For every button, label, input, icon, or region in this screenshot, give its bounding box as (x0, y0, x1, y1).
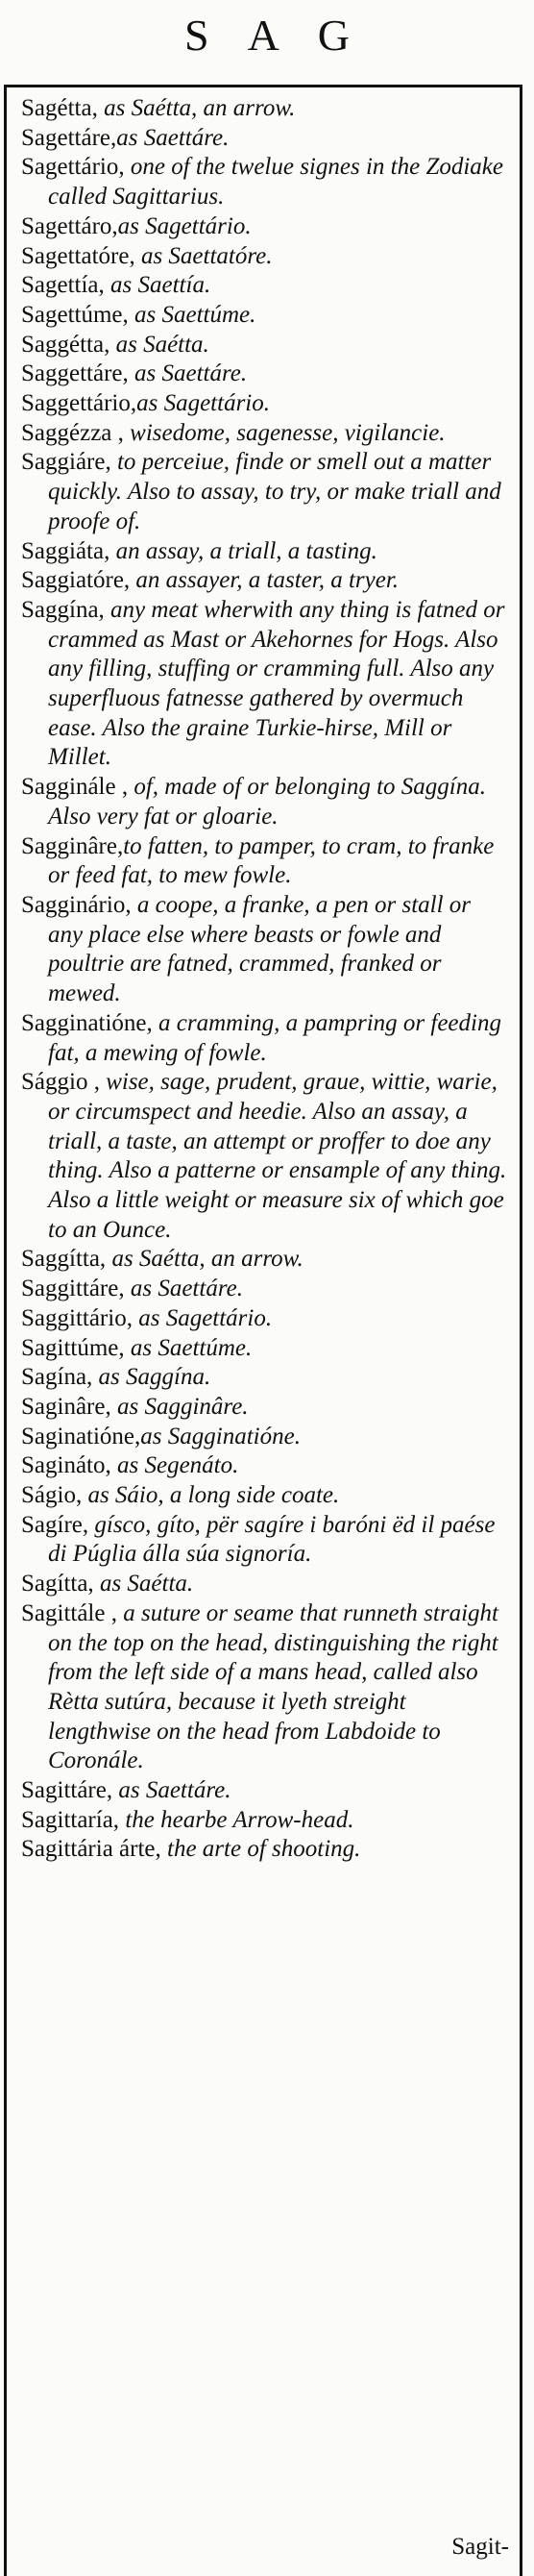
top-rule (4, 85, 522, 87)
dictionary-entry (21, 1245, 511, 1275)
entry-definition: as Segenáto. (110, 1452, 239, 1479)
dictionary-entry (21, 124, 511, 154)
entry-definition: the arte of shooting. (160, 1836, 361, 1863)
dictionary-entry (21, 1806, 511, 1836)
dictionary-entry (21, 1570, 511, 1599)
entry-headword: Sagginále , (21, 774, 129, 801)
dictionary-entry (21, 1776, 511, 1806)
entry-definition: as Saétta. (93, 1571, 194, 1598)
entry-headword: Sagettúme, (21, 301, 129, 328)
entry-headword: Saggiáta, (21, 537, 110, 564)
entry-definition: wisedome, sagenesse, vigilancie. (123, 419, 446, 446)
entry-headword: Sagináto, (21, 1452, 111, 1479)
entry-definition: as Sagettário. (132, 1304, 273, 1331)
entry-headword: Saggettário, (21, 390, 137, 417)
entry-definition: a cramming, a pampring or feeding fat, a mewing of fowle. (48, 1009, 501, 1066)
entry-headword: Sagginâre, (21, 832, 124, 859)
dictionary-entry (21, 1511, 511, 1570)
dictionary-entry (21, 94, 511, 124)
dictionary-entry (21, 891, 511, 1009)
entry-headword: Sagína, (21, 1364, 93, 1391)
dictionary-entry (21, 1275, 511, 1304)
dictionary-entry (21, 596, 511, 773)
entry-definition: one of the twelue signes in the Zodiake called Sagittarius. (48, 154, 503, 211)
entry-definition: as Sagettário. (117, 212, 252, 239)
entry-definition: as Saétta. (109, 331, 209, 358)
entry-headword: Sagettáro, (21, 212, 118, 239)
dictionary-entry (21, 832, 511, 891)
dictionary-entry (21, 1481, 511, 1511)
entry-headword: Saggiáre, (21, 449, 111, 476)
entry-definition: gísco, gíto, për sagíre i baróni ëd il paése di Púglia álla súa signoría. (48, 1511, 496, 1568)
entry-definition: an assayer, a taster, a tryer. (130, 567, 400, 594)
entry-definition: to fatten, to pamper, to cram, to franke or feed fat, to mew fowle. (48, 832, 495, 889)
entry-definition: as Saettáre. (116, 124, 230, 151)
entry-definition: as Saettáre. (124, 1276, 243, 1302)
entry-list (21, 94, 511, 1865)
dictionary-entry (21, 1423, 511, 1452)
entry-headword: Sagétta, (21, 95, 98, 121)
dictionary-entry (21, 1304, 511, 1334)
entry-definition: as Saettúme. (128, 301, 256, 328)
entry-definition: the hearbe Arrow-head. (119, 1806, 354, 1833)
entry-definition: as Sagginatióne. (140, 1423, 301, 1449)
page-header: SAG (183, 11, 389, 60)
entry-headword: Saggittáre, (21, 1276, 125, 1302)
dictionary-entry (21, 212, 511, 242)
entry-headword: Ságio, (21, 1482, 83, 1509)
left-rule (4, 85, 7, 2576)
entry-headword: Sagginário, (21, 891, 132, 918)
dictionary-entry (21, 242, 511, 272)
entry-headword: Saggína, (21, 596, 105, 623)
entry-headword: Sagettário, (21, 154, 125, 181)
dictionary-entry (21, 1451, 511, 1481)
entry-headword: Sagittúme, (21, 1334, 125, 1361)
dictionary-entry (21, 1599, 511, 1776)
entry-headword: Sagittáre, (21, 1777, 113, 1804)
dictionary-entry (21, 448, 511, 536)
dictionary-entry (21, 301, 511, 331)
entry-definition: wise, sage, prudent, graue, wittie, warie, or circumspect and heedie. Also an assay, a triall, a taste, an attempt or proffer to doe any thing. Also a patterne or ensample of any thing. Also a little weight or measure six of which goe to an Ounce. (48, 1069, 507, 1243)
entry-headword: Saginâre, (21, 1393, 111, 1420)
dictionary-entry (21, 359, 511, 389)
entry-definition: as Sáio, a long side coate. (82, 1482, 340, 1509)
entry-headword: Sagittále , (21, 1599, 117, 1626)
entry-definition: an assay, a triall, a tasting. (109, 537, 377, 564)
entry-definition: a coope, a franke, a pen or stall or any place else where beasts or fowle and poultrie are fatned, crammed, franked or mewed. (48, 891, 472, 1007)
entry-definition: as Sagginâre. (110, 1393, 249, 1420)
entry-headword: Saggittário, (21, 1304, 133, 1331)
entry-definition: as Sagettário. (136, 390, 271, 417)
entry-definition: as Saétta, an arrow. (106, 1246, 303, 1273)
dictionary-entry (21, 331, 511, 360)
entry-definition: as Saggína. (92, 1364, 211, 1391)
dictionary-entry (21, 1009, 511, 1068)
dictionary-entry (21, 389, 511, 419)
right-rule (520, 85, 522, 2576)
dictionary-entry (21, 153, 511, 211)
dictionary-entry (21, 1068, 511, 1245)
entry-headword: Sagítta, (21, 1571, 94, 1598)
entry-definition: as Saettía. (104, 272, 211, 299)
entry-definition: as Saettatóre. (134, 242, 273, 269)
dictionary-entry (21, 537, 511, 567)
entry-headword: Saggítta, (21, 1246, 107, 1273)
entry-headword: Saggiatóre, (21, 567, 131, 594)
entry-headword: Sagettatóre, (21, 242, 135, 269)
entry-headword: Saggézza , (21, 419, 124, 446)
entry-headword: Sággio , (21, 1069, 100, 1096)
entry-definition: as Saettáre. (128, 360, 248, 387)
entry-headword: Sagettía, (21, 272, 105, 299)
entry-headword: Saginatióne, (21, 1423, 141, 1449)
dictionary-entry (21, 1363, 511, 1393)
entry-headword: Sagíre, (21, 1511, 89, 1538)
entry-definition: of, made of or belonging to Saggína. Also very fat or gloarie. (48, 774, 486, 830)
entry-definition: a suture or seame that runneth straight on the top on the head, distinguishing the right from the left side of a mans head, called also Rètta sutúra, because it lyeth streight lengthwise on the head from Labdoide to Coronále. (48, 1599, 498, 1774)
dictionary-entry (21, 271, 511, 301)
entry-headword: Sagittária árte, (21, 1836, 161, 1863)
dictionary-entry (21, 419, 511, 449)
entry-definition: as Saettúme. (124, 1334, 253, 1361)
entry-headword: Sagettáre, (21, 124, 117, 151)
dictionary-entry (21, 1334, 511, 1364)
entry-definition: to perceiue, finde or smell out a matter quickly. Also to assay, to try, or make triall and proofe of. (48, 449, 501, 534)
entry-definition: as Saettáre. (112, 1777, 231, 1804)
entry-headword: Sagittaría, (21, 1806, 120, 1833)
entry-headword: Saggétta, (21, 331, 110, 358)
entry-definition: as Saétta, an arrow. (97, 95, 296, 121)
entry-headword: Saggettáre, (21, 360, 129, 387)
entry-headword: Sagginatióne, (21, 1009, 153, 1036)
entry-definition: any meat wherwith any thing is fatned or crammed as Mast or Akehornes for Hogs. Also any filling, stuffing or cramming full. Also any superfluous fatnesse gathered by overmuch ease. Also the graine Turkie-hirse, Mill or Millet. (48, 596, 505, 771)
dictionary-entry (21, 773, 511, 831)
catchword: Sagit- (451, 2534, 509, 2560)
dictionary-entry (21, 1393, 511, 1423)
dictionary-entry (21, 566, 511, 596)
dictionary-entry (21, 1835, 511, 1865)
